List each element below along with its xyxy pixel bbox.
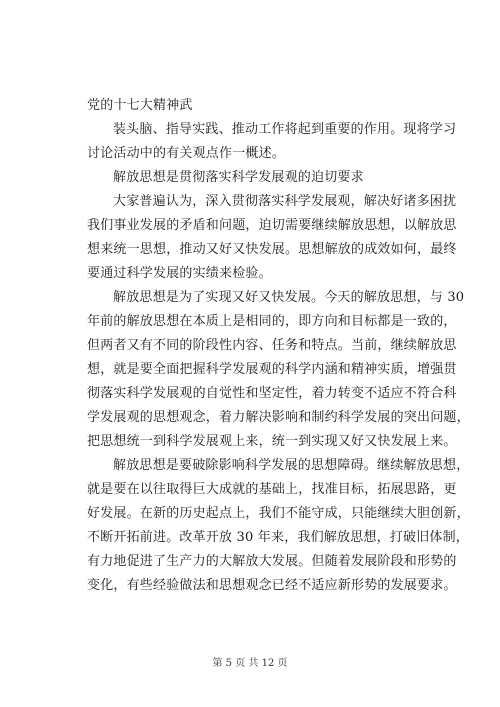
text-line: 讨论活动中的有关观点作一概述。: [87, 146, 286, 161]
text-line: 好发展。在新的历史起点上，我们不能守成，只能继续大胆创新，: [87, 506, 470, 521]
text-line: 不断开拓前进。改革开放 30 年来，我们解放思想，打破旧体制，: [87, 530, 470, 545]
text-line: 年前的解放思想在本质上是相同的，即方向和目标都是一致的，: [87, 314, 457, 329]
text-line: 就是要在以往取得巨大成就的基础上，找准目标，拓展思路，更: [87, 482, 457, 497]
document-body: [87, 94, 470, 598]
text-line: 大家普遍认为，深入贯彻落实科学发展观，解决好诸多困扰: [113, 194, 457, 209]
text-line: 想，就是要全面把握科学发展观的科学内涵和精神实质，增强贯: [87, 362, 457, 377]
text-line: 有力地促进了生产力的大解放大发展。但随着发展阶段和形势的: [87, 554, 457, 569]
text-line: 装头脑、指导实践、推动工作将起到重要的作用。现将学习: [113, 122, 457, 137]
text-line: 但两者又有不同的阶段性内容、任务和特点。当前，继续解放思: [87, 338, 457, 353]
text-line: 解放思想是贯彻落实科学发展观的迫切要求: [113, 170, 364, 185]
text-line: 党的十七大精神武: [87, 98, 193, 113]
text-line: 要通过科学发展的实绩来检验。: [87, 266, 272, 281]
text-line: 变化，有些经验做法和思想观念已经不适应新形势的发展要求。: [87, 578, 457, 593]
text-line: 解放思想是为了实现又好又快发展。今天的解放思想，与 30: [113, 290, 465, 305]
page-footer: 第 5 页 共 12 页: [212, 658, 288, 669]
text-line: 解放思想是要破除影响科学发展的思想障碍。继续解放思想，: [113, 458, 470, 473]
text-line: 把思想统一到科学发展观上来，统一到实现又好又快发展上来。: [87, 434, 457, 449]
text-line: 我们事业发展的矛盾和问题，迫切需要继续解放思想，以解放思: [87, 218, 457, 233]
text-line: 想来统一思想，推动又好又快发展。思想解放的成效如何，最终: [87, 242, 457, 257]
text-line: 彻落实科学发展观的自觉性和坚定性，着力转变不适应不符合科: [87, 386, 457, 401]
text-line: 学发展观的思想观念，着力解决影响和制约科学发展的突出问题，: [87, 410, 470, 425]
